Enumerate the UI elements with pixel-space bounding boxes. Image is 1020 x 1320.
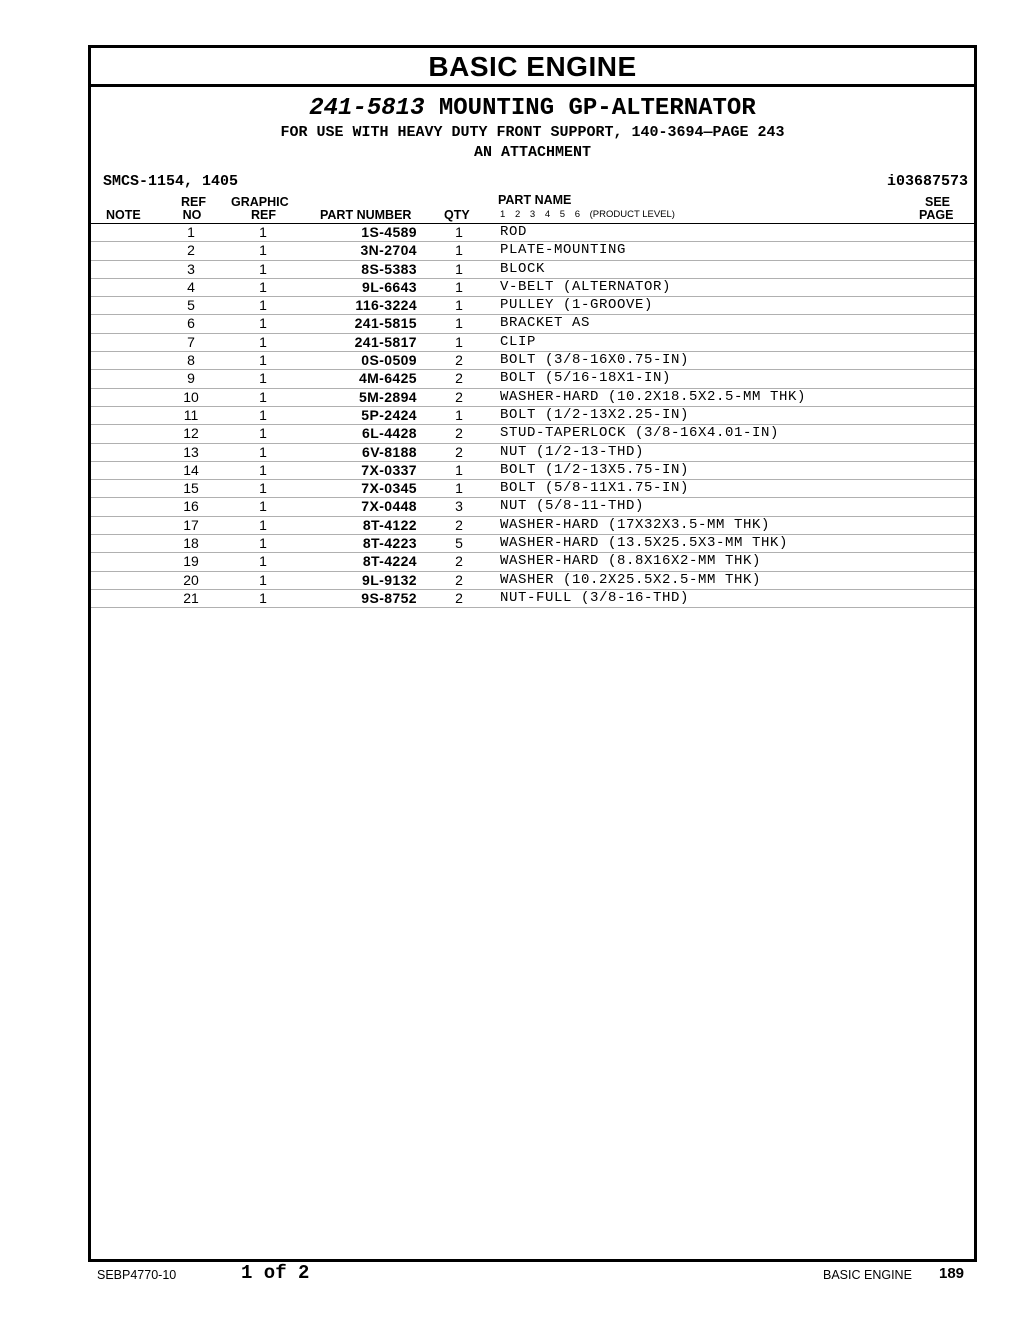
ref-no: 12 [183, 425, 199, 442]
graphic-ref: 1 [259, 535, 267, 552]
table-row [91, 224, 974, 242]
table-row [91, 480, 974, 498]
part-name: CLIP [500, 333, 537, 350]
part-number: 116-3224 [355, 297, 417, 314]
page-footer [0, 1262, 1020, 1292]
quantity: 1 [455, 224, 463, 240]
part-name: NUT (5/8-11-THD) [500, 498, 645, 515]
table-row [91, 261, 974, 279]
table-row [91, 334, 974, 352]
part-number: 6V-8188 [362, 443, 417, 460]
quantity: 2 [455, 553, 463, 570]
graphic-ref: 1 [259, 370, 267, 387]
graphic-ref: 1 [259, 553, 267, 570]
graphic-ref: 1 [259, 297, 267, 314]
part-number: 8S-5383 [361, 260, 417, 277]
part-name: NUT-FULL (3/8-16-THD) [500, 589, 690, 606]
header-ref-bottom: NO [182, 208, 202, 222]
part-name: WASHER-HARD (17X32X3.5-MM THK) [500, 516, 771, 533]
graphic-ref: 1 [259, 352, 267, 369]
table-row [91, 279, 974, 297]
part-name: NUT (1/2-13-THD) [500, 443, 645, 460]
ref-no: 13 [183, 443, 199, 460]
part-number: 0S-0509 [361, 352, 417, 369]
footer-page-number: 189 [939, 1265, 965, 1282]
table-row [91, 535, 974, 553]
table-row [91, 407, 974, 425]
part-name: WASHER-HARD (10.2X18.5X2.5-MM THK) [500, 388, 807, 405]
graphic-ref: 1 [259, 224, 267, 240]
graphic-ref: 1 [259, 388, 267, 405]
part-number: 7X-0345 [361, 480, 417, 497]
header-product-levels: 1 2 3 4 5 6 (PRODUCT LEVEL) [500, 209, 675, 220]
part-name: PULLEY (1-GROOVE) [500, 297, 654, 314]
part-number: 9S-8752 [361, 589, 417, 606]
section-title: BASIC ENGINE [428, 51, 637, 82]
quantity: 3 [455, 498, 463, 515]
table-row [91, 517, 974, 535]
part-number: 3N-2704 [360, 242, 417, 259]
part-name: STUD-TAPERLOCK (3/8-16X4.01-IN) [500, 425, 780, 442]
part-number: 8T-4224 [362, 553, 417, 570]
part-name: PLATE-MOUNTING [500, 242, 627, 259]
part-number: 241-5815 [354, 315, 417, 332]
ref-no: 19 [183, 553, 199, 570]
part-number: 9L-6643 [362, 278, 417, 295]
graphic-ref: 1 [259, 461, 267, 478]
section-title-bar [91, 48, 974, 87]
table-row [91, 297, 974, 315]
ref-no: 14 [183, 461, 199, 478]
part-number: 5M-2894 [358, 388, 417, 405]
part-name: V-BELT (ALTERNATOR) [500, 278, 672, 295]
table-row [91, 498, 974, 516]
ref-no: 16 [183, 498, 199, 515]
graphic-ref: 1 [259, 406, 267, 423]
header-see-bottom: PAGE [919, 208, 954, 222]
table-row [91, 590, 974, 608]
footer-section: BASIC ENGINE [823, 1268, 912, 1282]
smcs-code: SMCS-1154, 1405 [103, 173, 239, 190]
graphic-ref: 1 [259, 315, 267, 332]
part-number: 241-5817 [354, 333, 417, 350]
smcs-row [91, 169, 974, 191]
table-row [91, 553, 974, 571]
graphic-ref: 1 [259, 443, 267, 460]
ref-no: 7 [187, 333, 195, 350]
footer-page-of: 1 of 2 [241, 1262, 310, 1284]
graphic-ref: 1 [259, 498, 267, 515]
graphic-ref: 1 [259, 425, 267, 442]
parts-table [91, 224, 974, 608]
part-number: 8T-4223 [362, 535, 417, 552]
use-line: FOR USE WITH HEAVY DUTY FRONT SUPPORT, 140-3694—PAGE 243 [280, 124, 785, 141]
quantity: 1 [455, 480, 463, 497]
header-ref-top: REF [181, 195, 206, 209]
part-number: 7X-0448 [361, 498, 417, 515]
graphic-ref: 1 [259, 260, 267, 277]
part-name: BOLT (5/16-18X1-IN) [500, 370, 672, 387]
table-row [91, 444, 974, 462]
part-number: 1S-4589 [361, 224, 417, 240]
graphic-ref: 1 [259, 333, 267, 350]
ref-no: 20 [183, 571, 199, 588]
quantity: 2 [455, 352, 463, 369]
quantity: 5 [455, 535, 463, 552]
part-name: BOLT (3/8-16X0.75-IN) [500, 352, 690, 369]
ref-no: 15 [183, 480, 199, 497]
ref-no: 4 [187, 278, 195, 295]
header-qty: QTY [444, 208, 470, 222]
part-name: ROD [500, 224, 528, 240]
part-name: WASHER-HARD (8.8X16X2-MM THK) [500, 553, 762, 570]
part-name: BRACKET AS [500, 315, 591, 332]
graphic-ref: 1 [259, 571, 267, 588]
part-name: WASHER (10.2X25.5X2.5-MM THK) [500, 571, 762, 588]
table-row [91, 370, 974, 388]
part-number: 9L-9132 [362, 571, 417, 588]
quantity: 1 [455, 242, 463, 259]
table-row [91, 389, 974, 407]
group-title [91, 95, 974, 123]
quantity: 1 [455, 260, 463, 277]
header-part-name: PART NAME [498, 193, 572, 207]
part-name: BOLT (1/2-13X5.75-IN) [500, 461, 690, 478]
quantity: 2 [455, 516, 463, 533]
table-row [91, 425, 974, 443]
graphic-ref: 1 [259, 480, 267, 497]
part-name: BOLT (1/2-13X2.25-IN) [500, 406, 690, 423]
quantity: 2 [455, 388, 463, 405]
ref-no: 5 [187, 297, 195, 314]
footer-doc-id: SEBP4770-10 [97, 1268, 177, 1282]
ref-no: 9 [187, 370, 195, 387]
graphic-ref: 1 [259, 589, 267, 606]
table-row [91, 572, 974, 590]
quantity: 2 [455, 571, 463, 588]
ref-no: 10 [183, 388, 199, 405]
page-frame [88, 45, 977, 1262]
part-number: 5P-2424 [361, 406, 417, 423]
ref-no: 6 [187, 315, 195, 332]
attachment-line: AN ATTACHMENT [473, 144, 592, 161]
header-note: NOTE [106, 208, 141, 222]
quantity: 1 [455, 278, 463, 295]
header-graphic-bottom: REF [251, 208, 276, 222]
ref-no: 3 [187, 260, 195, 277]
ref-no: 11 [183, 406, 199, 423]
part-name: WASHER-HARD (13.5X25.5X3-MM THK) [500, 535, 789, 552]
table-row [91, 242, 974, 260]
part-number: 6L-4428 [362, 425, 417, 442]
graphic-ref: 1 [259, 242, 267, 259]
group-name: MOUNTING GP-ALTERNATOR [438, 95, 756, 122]
quantity: 1 [455, 297, 463, 314]
group-part-number: 241-5813 [309, 95, 425, 122]
ref-no: 17 [183, 516, 199, 533]
quantity: 1 [455, 315, 463, 332]
part-number: 8T-4122 [362, 516, 417, 533]
header-see-top: SEE [925, 195, 951, 209]
table-row [91, 462, 974, 480]
ref-no: 21 [183, 589, 199, 606]
quantity: 2 [455, 443, 463, 460]
quantity: 2 [455, 370, 463, 387]
ref-no: 2 [187, 242, 195, 259]
quantity: 1 [455, 406, 463, 423]
ref-no: 8 [187, 352, 195, 369]
ref-no: 1 [187, 224, 195, 240]
document-identifier: i03687573 [886, 173, 968, 190]
quantity: 2 [455, 589, 463, 606]
header-graphic-top: GRAPHIC [231, 195, 289, 209]
header-part-number: PART NUMBER [320, 208, 412, 222]
quantity: 1 [455, 461, 463, 478]
part-number: 7X-0337 [361, 461, 417, 478]
column-headers [91, 191, 974, 224]
graphic-ref: 1 [259, 278, 267, 295]
quantity: 2 [455, 425, 463, 442]
part-name: BLOCK [500, 260, 546, 277]
quantity: 1 [455, 333, 463, 350]
table-row [91, 352, 974, 370]
table-row [91, 315, 974, 333]
ref-no: 18 [183, 535, 199, 552]
part-number: 4M-6425 [358, 370, 417, 387]
graphic-ref: 1 [259, 516, 267, 533]
part-name: BOLT (5/8-11X1.75-IN) [500, 480, 690, 497]
